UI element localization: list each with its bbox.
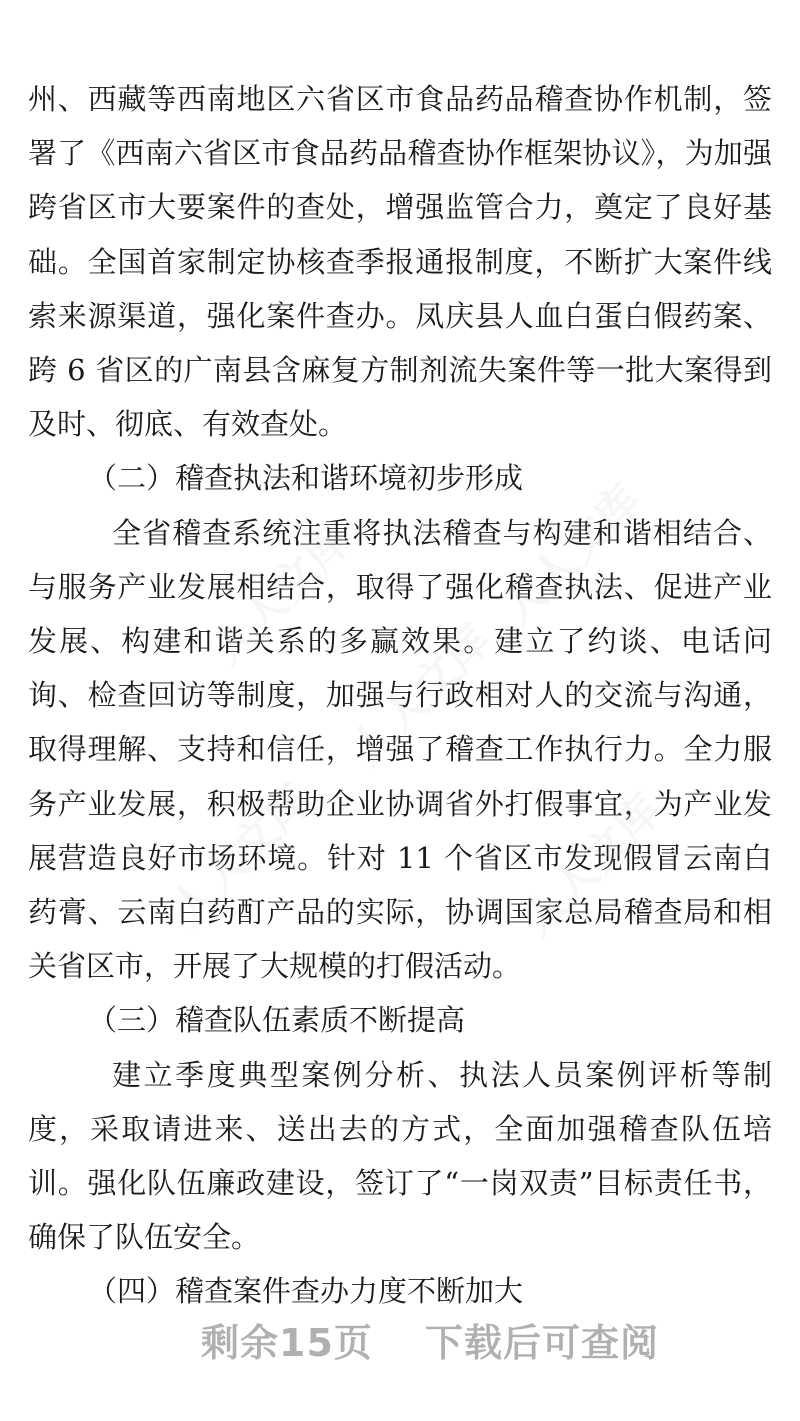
download-hint-text: 下载后可查阅 <box>424 1321 659 1365</box>
remaining-pages-text: 剩余15页 <box>201 1321 373 1365</box>
section-heading-4: （四）稽查案件查办力度不断加大 <box>88 1274 524 1309</box>
watermark-2: 人人文库 <box>340 614 502 776</box>
watermark-5: 人人文库 <box>510 784 672 946</box>
paragraph-1: 州、西藏等西南地区六省区市食品药品稽查协作机制，签署了《西南六省区市食品药品稽查协作框架协议》，为加强跨省区市大要案件的查处，增强监管合力，奠定了良好基础。全国首家制定协核查季报通报制度，不断扩大案件线索来源渠道，强化案件查办。凤庆县人血白蛋白假药案、跨 6 省区的广南县含麻复方制剂流失案件等一批大案得到及时、彻底、有效查处。 <box>28 82 772 442</box>
watermark-1: 人人文库 <box>200 514 362 676</box>
watermark-3: 人人文库 <box>490 474 652 636</box>
section-heading-2: （二）稽查执法和谐环境初步形成 <box>88 461 524 496</box>
document-body <box>28 72 772 1319</box>
watermark-4: 人人文库 <box>160 774 322 936</box>
paragraph-2: 全省稽查系统注重将执法稽查与构建和谐相结合、与服务产业发展相结合，取得了强化稽查执法、促进产业发展、构建和谐关系的多赢效果。建立了约谈、电话问询、检查回访等制度，加强与行政相对人的交流与沟通，取得理解、支持和信任，增强了稽查工作执行力。全力服务产业发展，积极帮助企业协调省外打假事宜，为产业发展营造良好市场环境。针对 11 个省区市发现假冒云南白药膏、云南白药酊产品的实际，协调国家总局稽查局和相关省区市，开展了大规模的打假活动。 <box>28 515 772 984</box>
remaining-pages-banner[interactable] <box>0 1312 800 1367</box>
paragraph-3: 建立季度典型案例分析、执法人员案例评析等制度，采取请进来、送出去的方式，全面加强稽查队伍培训。强化队伍廉政建设，签订了“一岗双责”目标责任书，确保了队伍安全。 <box>28 1057 772 1255</box>
section-heading-3: （三）稽查队伍素质不断提高 <box>88 1003 466 1038</box>
